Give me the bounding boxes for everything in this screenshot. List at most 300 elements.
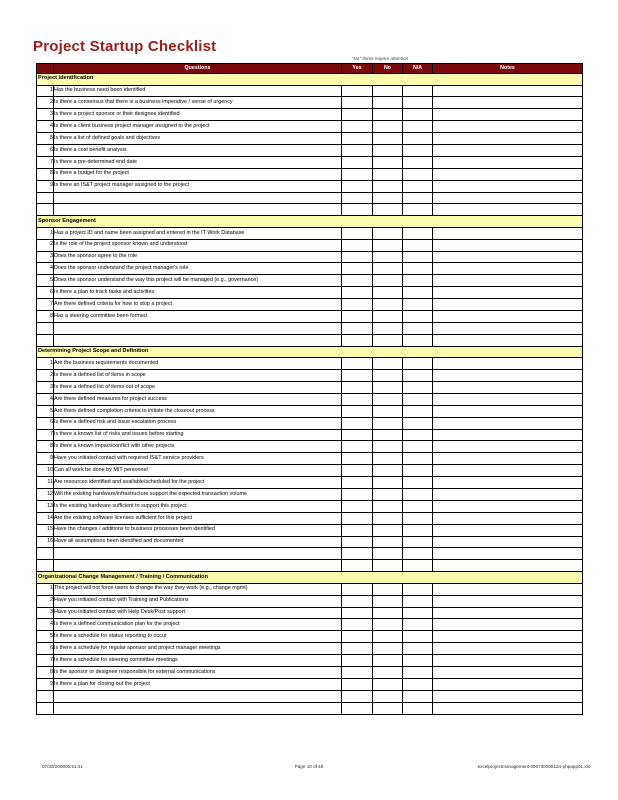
na-checkbox-cell[interactable] — [403, 393, 433, 405]
notes-cell[interactable] — [433, 370, 583, 382]
table-row — [37, 109, 583, 121]
no-checkbox-cell[interactable] — [373, 144, 403, 156]
row-number: 2 — [37, 97, 54, 109]
no-checkbox-cell[interactable] — [373, 583, 403, 595]
na-checkbox-cell[interactable] — [403, 417, 433, 429]
notes-cell[interactable] — [433, 417, 583, 429]
no-checkbox-cell[interactable] — [373, 370, 403, 382]
notes-cell[interactable] — [433, 204, 583, 216]
na-checkbox-cell[interactable] — [403, 643, 433, 655]
row-number: 8 — [37, 666, 54, 678]
no-checkbox-cell[interactable] — [373, 275, 403, 287]
na-checkbox-cell[interactable] — [403, 144, 433, 156]
no-checkbox-cell[interactable] — [373, 239, 403, 251]
na-checkbox-cell[interactable] — [403, 666, 433, 678]
spacer-row — [37, 548, 583, 560]
yes-checkbox-cell[interactable] — [342, 453, 373, 465]
column-header-yes: Yes — [342, 64, 373, 74]
table-row — [37, 144, 583, 156]
na-checkbox-cell[interactable] — [403, 299, 433, 311]
table-row — [37, 133, 583, 145]
notes-cell[interactable] — [433, 678, 583, 690]
yes-checkbox-cell[interactable] — [342, 548, 373, 560]
notes-cell[interactable] — [433, 524, 583, 536]
yes-checkbox-cell[interactable] — [342, 299, 373, 311]
yes-checkbox-cell[interactable] — [342, 204, 373, 216]
yes-checkbox-cell[interactable] — [342, 168, 373, 180]
yes-checkbox-cell[interactable] — [342, 97, 373, 109]
notes-cell[interactable] — [433, 358, 583, 370]
row-number — [37, 560, 54, 572]
no-checkbox-cell[interactable] — [373, 560, 403, 572]
yes-checkbox-cell[interactable] — [342, 524, 373, 536]
notes-cell[interactable] — [433, 121, 583, 133]
na-checkbox-cell[interactable] — [403, 180, 433, 192]
question-text: Is there an IS&T project manager assigned to the project — [54, 180, 342, 192]
attention-note: "No" items require attention — [352, 56, 409, 61]
no-checkbox-cell[interactable] — [373, 156, 403, 168]
na-checkbox-cell[interactable] — [403, 560, 433, 572]
no-checkbox-cell[interactable] — [373, 655, 403, 667]
notes-cell[interactable] — [433, 381, 583, 393]
notes-cell[interactable] — [433, 109, 583, 121]
table-header-row — [37, 64, 583, 74]
yes-checkbox-cell[interactable] — [342, 381, 373, 393]
na-checkbox-cell[interactable] — [403, 595, 433, 607]
notes-cell[interactable] — [433, 263, 583, 275]
yes-checkbox-cell[interactable] — [342, 477, 373, 489]
notes-cell[interactable] — [433, 85, 583, 97]
no-checkbox-cell[interactable] — [373, 393, 403, 405]
question-text: Is the role of the project sponsor known and understood — [54, 239, 342, 251]
notes-cell[interactable] — [433, 595, 583, 607]
row-number: 15 — [37, 524, 54, 536]
yes-checkbox-cell[interactable] — [342, 631, 373, 643]
yes-checkbox-cell[interactable] — [342, 334, 373, 346]
na-checkbox-cell[interactable] — [403, 512, 433, 524]
row-number — [37, 204, 54, 216]
yes-checkbox-cell[interactable] — [342, 263, 373, 275]
no-checkbox-cell[interactable] — [373, 381, 403, 393]
yes-checkbox-cell[interactable] — [342, 144, 373, 156]
question-text — [54, 192, 342, 204]
spacer-row — [37, 204, 583, 216]
question-text: Has the business need been identified — [54, 85, 342, 97]
row-number: 7 — [37, 429, 54, 441]
na-checkbox-cell[interactable] — [403, 429, 433, 441]
row-number: 5 — [37, 631, 54, 643]
na-checkbox-cell[interactable] — [403, 453, 433, 465]
notes-cell[interactable] — [433, 192, 583, 204]
na-checkbox-cell[interactable] — [403, 109, 433, 121]
section-header-row — [37, 346, 583, 358]
row-number: 3 — [37, 109, 54, 121]
notes-cell[interactable] — [433, 500, 583, 512]
na-checkbox-cell[interactable] — [403, 227, 433, 239]
row-number: 1 — [37, 85, 54, 97]
row-number — [37, 690, 54, 702]
no-checkbox-cell[interactable] — [373, 204, 403, 216]
table-row — [37, 239, 583, 251]
question-text: Is there a defined risk and issue escalation process — [54, 417, 342, 429]
yes-checkbox-cell[interactable] — [342, 180, 373, 192]
na-checkbox-cell[interactable] — [403, 477, 433, 489]
na-checkbox-cell[interactable] — [403, 500, 433, 512]
notes-cell[interactable] — [433, 441, 583, 453]
no-checkbox-cell[interactable] — [373, 227, 403, 239]
notes-cell[interactable] — [433, 560, 583, 572]
no-checkbox-cell[interactable] — [373, 702, 403, 714]
question-text: This project will not force users to change the way they work (e.g., change mgmt) — [54, 583, 342, 595]
notes-cell[interactable] — [433, 168, 583, 180]
row-number — [37, 548, 54, 560]
no-checkbox-cell[interactable] — [373, 322, 403, 334]
no-checkbox-cell[interactable] — [373, 453, 403, 465]
no-checkbox-cell[interactable] — [373, 287, 403, 299]
no-checkbox-cell[interactable] — [373, 85, 403, 97]
na-checkbox-cell[interactable] — [403, 381, 433, 393]
table-row — [37, 619, 583, 631]
question-text: Are resources identified and available/scheduled for the project — [54, 477, 342, 489]
notes-cell[interactable] — [433, 144, 583, 156]
question-text: Is the sponsor or designee responsible for external communications — [54, 666, 342, 678]
no-checkbox-cell[interactable] — [373, 121, 403, 133]
no-checkbox-cell[interactable] — [373, 251, 403, 263]
question-text: Are the business requirements documented — [54, 358, 342, 370]
notes-cell[interactable] — [433, 607, 583, 619]
table-row — [37, 287, 583, 299]
na-checkbox-cell[interactable] — [403, 251, 433, 263]
na-checkbox-cell[interactable] — [403, 322, 433, 334]
notes-cell[interactable] — [433, 489, 583, 501]
notes-cell[interactable] — [433, 631, 583, 643]
na-checkbox-cell[interactable] — [403, 690, 433, 702]
table-row — [37, 524, 583, 536]
table-row — [37, 441, 583, 453]
yes-checkbox-cell[interactable] — [342, 643, 373, 655]
yes-checkbox-cell[interactable] — [342, 156, 373, 168]
no-checkbox-cell[interactable] — [373, 607, 403, 619]
notes-cell[interactable] — [433, 405, 583, 417]
table-row — [37, 595, 583, 607]
table-row — [37, 299, 583, 311]
table-row — [37, 311, 583, 323]
no-checkbox-cell[interactable] — [373, 429, 403, 441]
na-checkbox-cell[interactable] — [403, 405, 433, 417]
no-checkbox-cell[interactable] — [373, 168, 403, 180]
table-row — [37, 85, 583, 97]
yes-checkbox-cell[interactable] — [342, 370, 373, 382]
no-checkbox-cell[interactable] — [373, 109, 403, 121]
yes-checkbox-cell[interactable] — [342, 678, 373, 690]
question-text: Is there a plan for closing out the project — [54, 678, 342, 690]
yes-checkbox-cell[interactable] — [342, 489, 373, 501]
row-number: 6 — [37, 417, 54, 429]
na-checkbox-cell[interactable] — [403, 263, 433, 275]
no-checkbox-cell[interactable] — [373, 512, 403, 524]
yes-checkbox-cell[interactable] — [342, 560, 373, 572]
no-checkbox-cell[interactable] — [373, 666, 403, 678]
table-row — [37, 370, 583, 382]
notes-cell[interactable] — [433, 702, 583, 714]
yes-checkbox-cell[interactable] — [342, 192, 373, 204]
question-text: Will the existing hardware/infrastructure support the expected transaction volume — [54, 489, 342, 501]
yes-checkbox-cell[interactable] — [342, 441, 373, 453]
question-text: Can all work be done by MIT personnel — [54, 465, 342, 477]
notes-cell[interactable] — [433, 156, 583, 168]
no-checkbox-cell[interactable] — [373, 417, 403, 429]
notes-cell[interactable] — [433, 536, 583, 548]
na-checkbox-cell[interactable] — [403, 204, 433, 216]
yes-checkbox-cell[interactable] — [342, 109, 373, 121]
question-text: Is there a budget for the project — [54, 168, 342, 180]
notes-cell[interactable] — [433, 311, 583, 323]
notes-cell[interactable] — [433, 690, 583, 702]
question-text: Is there a list of defined goals and objectives — [54, 133, 342, 145]
table-row — [37, 465, 583, 477]
table-row — [37, 263, 583, 275]
section-title: Sponsor Engagement — [37, 216, 583, 228]
no-checkbox-cell[interactable] — [373, 263, 403, 275]
na-checkbox-cell[interactable] — [403, 465, 433, 477]
column-header-number — [37, 64, 54, 74]
yes-checkbox-cell[interactable] — [342, 429, 373, 441]
yes-checkbox-cell[interactable] — [342, 287, 373, 299]
footer-filename: excelprojectmanagement-090730005134-phpapp01.xls — [477, 764, 590, 769]
row-number: 3 — [37, 251, 54, 263]
notes-cell[interactable] — [433, 287, 583, 299]
yes-checkbox-cell[interactable] — [342, 595, 373, 607]
notes-cell[interactable] — [433, 429, 583, 441]
na-checkbox-cell[interactable] — [403, 631, 433, 643]
table-row — [37, 97, 583, 109]
no-checkbox-cell[interactable] — [373, 311, 403, 323]
notes-cell[interactable] — [433, 643, 583, 655]
yes-checkbox-cell[interactable] — [342, 311, 373, 323]
row-number: 4 — [37, 263, 54, 275]
row-number: 13 — [37, 500, 54, 512]
question-text: Have the changes / additions to business processes been identified — [54, 524, 342, 536]
na-checkbox-cell[interactable] — [403, 133, 433, 145]
row-number: 9 — [37, 678, 54, 690]
question-text: Is there a project sponsor or their designee identified — [54, 109, 342, 121]
no-checkbox-cell[interactable] — [373, 690, 403, 702]
no-checkbox-cell[interactable] — [373, 643, 403, 655]
no-checkbox-cell[interactable] — [373, 536, 403, 548]
yes-checkbox-cell[interactable] — [342, 405, 373, 417]
table-row — [37, 453, 583, 465]
na-checkbox-cell[interactable] — [403, 441, 433, 453]
na-checkbox-cell[interactable] — [403, 334, 433, 346]
na-checkbox-cell[interactable] — [403, 619, 433, 631]
no-checkbox-cell[interactable] — [373, 334, 403, 346]
no-checkbox-cell[interactable] — [373, 619, 403, 631]
yes-checkbox-cell[interactable] — [342, 239, 373, 251]
row-number: 9 — [37, 180, 54, 192]
table-row — [37, 489, 583, 501]
na-checkbox-cell[interactable] — [403, 275, 433, 287]
yes-checkbox-cell[interactable] — [342, 607, 373, 619]
table-row — [37, 678, 583, 690]
notes-cell[interactable] — [433, 334, 583, 346]
section-title: Determining Project Scope and Definition — [37, 346, 583, 358]
na-checkbox-cell[interactable] — [403, 524, 433, 536]
na-checkbox-cell[interactable] — [403, 156, 433, 168]
yes-checkbox-cell[interactable] — [342, 227, 373, 239]
na-checkbox-cell[interactable] — [403, 678, 433, 690]
no-checkbox-cell[interactable] — [373, 97, 403, 109]
yes-checkbox-cell[interactable] — [342, 322, 373, 334]
yes-checkbox-cell[interactable] — [342, 275, 373, 287]
question-text: Are there defined criteria for how to stop a project — [54, 299, 342, 311]
yes-checkbox-cell[interactable] — [342, 85, 373, 97]
row-number: 7 — [37, 655, 54, 667]
na-checkbox-cell[interactable] — [403, 239, 433, 251]
na-checkbox-cell[interactable] — [403, 168, 433, 180]
yes-checkbox-cell[interactable] — [342, 251, 373, 263]
row-number: 3 — [37, 381, 54, 393]
na-checkbox-cell[interactable] — [403, 655, 433, 667]
na-checkbox-cell[interactable] — [403, 121, 433, 133]
row-number: 9 — [37, 453, 54, 465]
notes-cell[interactable] — [433, 97, 583, 109]
no-checkbox-cell[interactable] — [373, 489, 403, 501]
yes-checkbox-cell[interactable] — [342, 417, 373, 429]
notes-cell[interactable] — [433, 465, 583, 477]
no-checkbox-cell[interactable] — [373, 405, 403, 417]
no-checkbox-cell[interactable] — [373, 441, 403, 453]
table-row — [37, 477, 583, 489]
no-checkbox-cell[interactable] — [373, 595, 403, 607]
na-checkbox-cell[interactable] — [403, 192, 433, 204]
na-checkbox-cell[interactable] — [403, 536, 433, 548]
table-row — [37, 405, 583, 417]
notes-cell[interactable] — [433, 512, 583, 524]
table-row — [37, 156, 583, 168]
question-text: Does the sponsor agree to the role — [54, 251, 342, 263]
table-row — [37, 121, 583, 133]
notes-cell[interactable] — [433, 548, 583, 560]
notes-cell[interactable] — [433, 393, 583, 405]
na-checkbox-cell[interactable] — [403, 583, 433, 595]
yes-checkbox-cell[interactable] — [342, 655, 373, 667]
notes-cell[interactable] — [433, 275, 583, 287]
no-checkbox-cell[interactable] — [373, 631, 403, 643]
notes-cell[interactable] — [433, 227, 583, 239]
yes-checkbox-cell[interactable] — [342, 536, 373, 548]
table-row — [37, 655, 583, 667]
table-row — [37, 417, 583, 429]
no-checkbox-cell[interactable] — [373, 299, 403, 311]
notes-cell[interactable] — [433, 453, 583, 465]
na-checkbox-cell[interactable] — [403, 607, 433, 619]
checklist-table — [36, 63, 583, 715]
page-footer — [0, 764, 618, 776]
no-checkbox-cell[interactable] — [373, 477, 403, 489]
no-checkbox-cell[interactable] — [373, 358, 403, 370]
na-checkbox-cell[interactable] — [403, 311, 433, 323]
notes-cell[interactable] — [433, 655, 583, 667]
row-number: 2 — [37, 370, 54, 382]
yes-checkbox-cell[interactable] — [342, 465, 373, 477]
table-row — [37, 500, 583, 512]
spacer-row — [37, 560, 583, 572]
notes-cell[interactable] — [433, 666, 583, 678]
notes-cell[interactable] — [433, 133, 583, 145]
yes-checkbox-cell[interactable] — [342, 121, 373, 133]
yes-checkbox-cell[interactable] — [342, 690, 373, 702]
column-header-na: N/A — [403, 64, 433, 74]
question-text — [54, 690, 342, 702]
row-number: 14 — [37, 512, 54, 524]
question-text: Is there a plan to track tasks and activities — [54, 287, 342, 299]
yes-checkbox-cell[interactable] — [342, 500, 373, 512]
row-number: 6 — [37, 643, 54, 655]
question-text — [54, 548, 342, 560]
no-checkbox-cell[interactable] — [373, 500, 403, 512]
notes-cell[interactable] — [433, 477, 583, 489]
yes-checkbox-cell[interactable] — [342, 512, 373, 524]
no-checkbox-cell[interactable] — [373, 465, 403, 477]
row-number: 1 — [37, 358, 54, 370]
question-text: Is there a cost benefit analysis — [54, 144, 342, 156]
notes-cell[interactable] — [433, 251, 583, 263]
no-checkbox-cell[interactable] — [373, 192, 403, 204]
na-checkbox-cell[interactable] — [403, 287, 433, 299]
question-text — [54, 702, 342, 714]
na-checkbox-cell[interactable] — [403, 85, 433, 97]
notes-cell[interactable] — [433, 322, 583, 334]
question-text: Have you initiated contact with required IS&T service providers — [54, 453, 342, 465]
yes-checkbox-cell[interactable] — [342, 702, 373, 714]
notes-cell[interactable] — [433, 299, 583, 311]
question-text — [54, 560, 342, 572]
row-number — [37, 702, 54, 714]
na-checkbox-cell[interactable] — [403, 358, 433, 370]
yes-checkbox-cell[interactable] — [342, 666, 373, 678]
no-checkbox-cell[interactable] — [373, 548, 403, 560]
yes-checkbox-cell[interactable] — [342, 619, 373, 631]
column-header-questions: Questions — [54, 64, 342, 74]
yes-checkbox-cell[interactable] — [342, 358, 373, 370]
section-title: Project Identification — [37, 74, 583, 86]
row-number — [37, 192, 54, 204]
question-text: Does the sponsor understand the project manager's role — [54, 263, 342, 275]
yes-checkbox-cell[interactable] — [342, 583, 373, 595]
na-checkbox-cell[interactable] — [403, 370, 433, 382]
page-title: Project Startup Checklist — [33, 38, 217, 55]
row-number: 16 — [37, 536, 54, 548]
na-checkbox-cell[interactable] — [403, 489, 433, 501]
yes-checkbox-cell[interactable] — [342, 393, 373, 405]
no-checkbox-cell[interactable] — [373, 678, 403, 690]
na-checkbox-cell[interactable] — [403, 548, 433, 560]
notes-cell[interactable] — [433, 180, 583, 192]
na-checkbox-cell[interactable] — [403, 97, 433, 109]
no-checkbox-cell[interactable] — [373, 524, 403, 536]
notes-cell[interactable] — [433, 239, 583, 251]
question-text: Is there a client business project manager assigned to the project — [54, 121, 342, 133]
no-checkbox-cell[interactable] — [373, 133, 403, 145]
no-checkbox-cell[interactable] — [373, 180, 403, 192]
notes-cell[interactable] — [433, 583, 583, 595]
notes-cell[interactable] — [433, 619, 583, 631]
yes-checkbox-cell[interactable] — [342, 133, 373, 145]
row-number: 4 — [37, 393, 54, 405]
table-row — [37, 358, 583, 370]
na-checkbox-cell[interactable] — [403, 702, 433, 714]
section-title: Organizational Change Management / Training / Communication — [37, 572, 583, 584]
